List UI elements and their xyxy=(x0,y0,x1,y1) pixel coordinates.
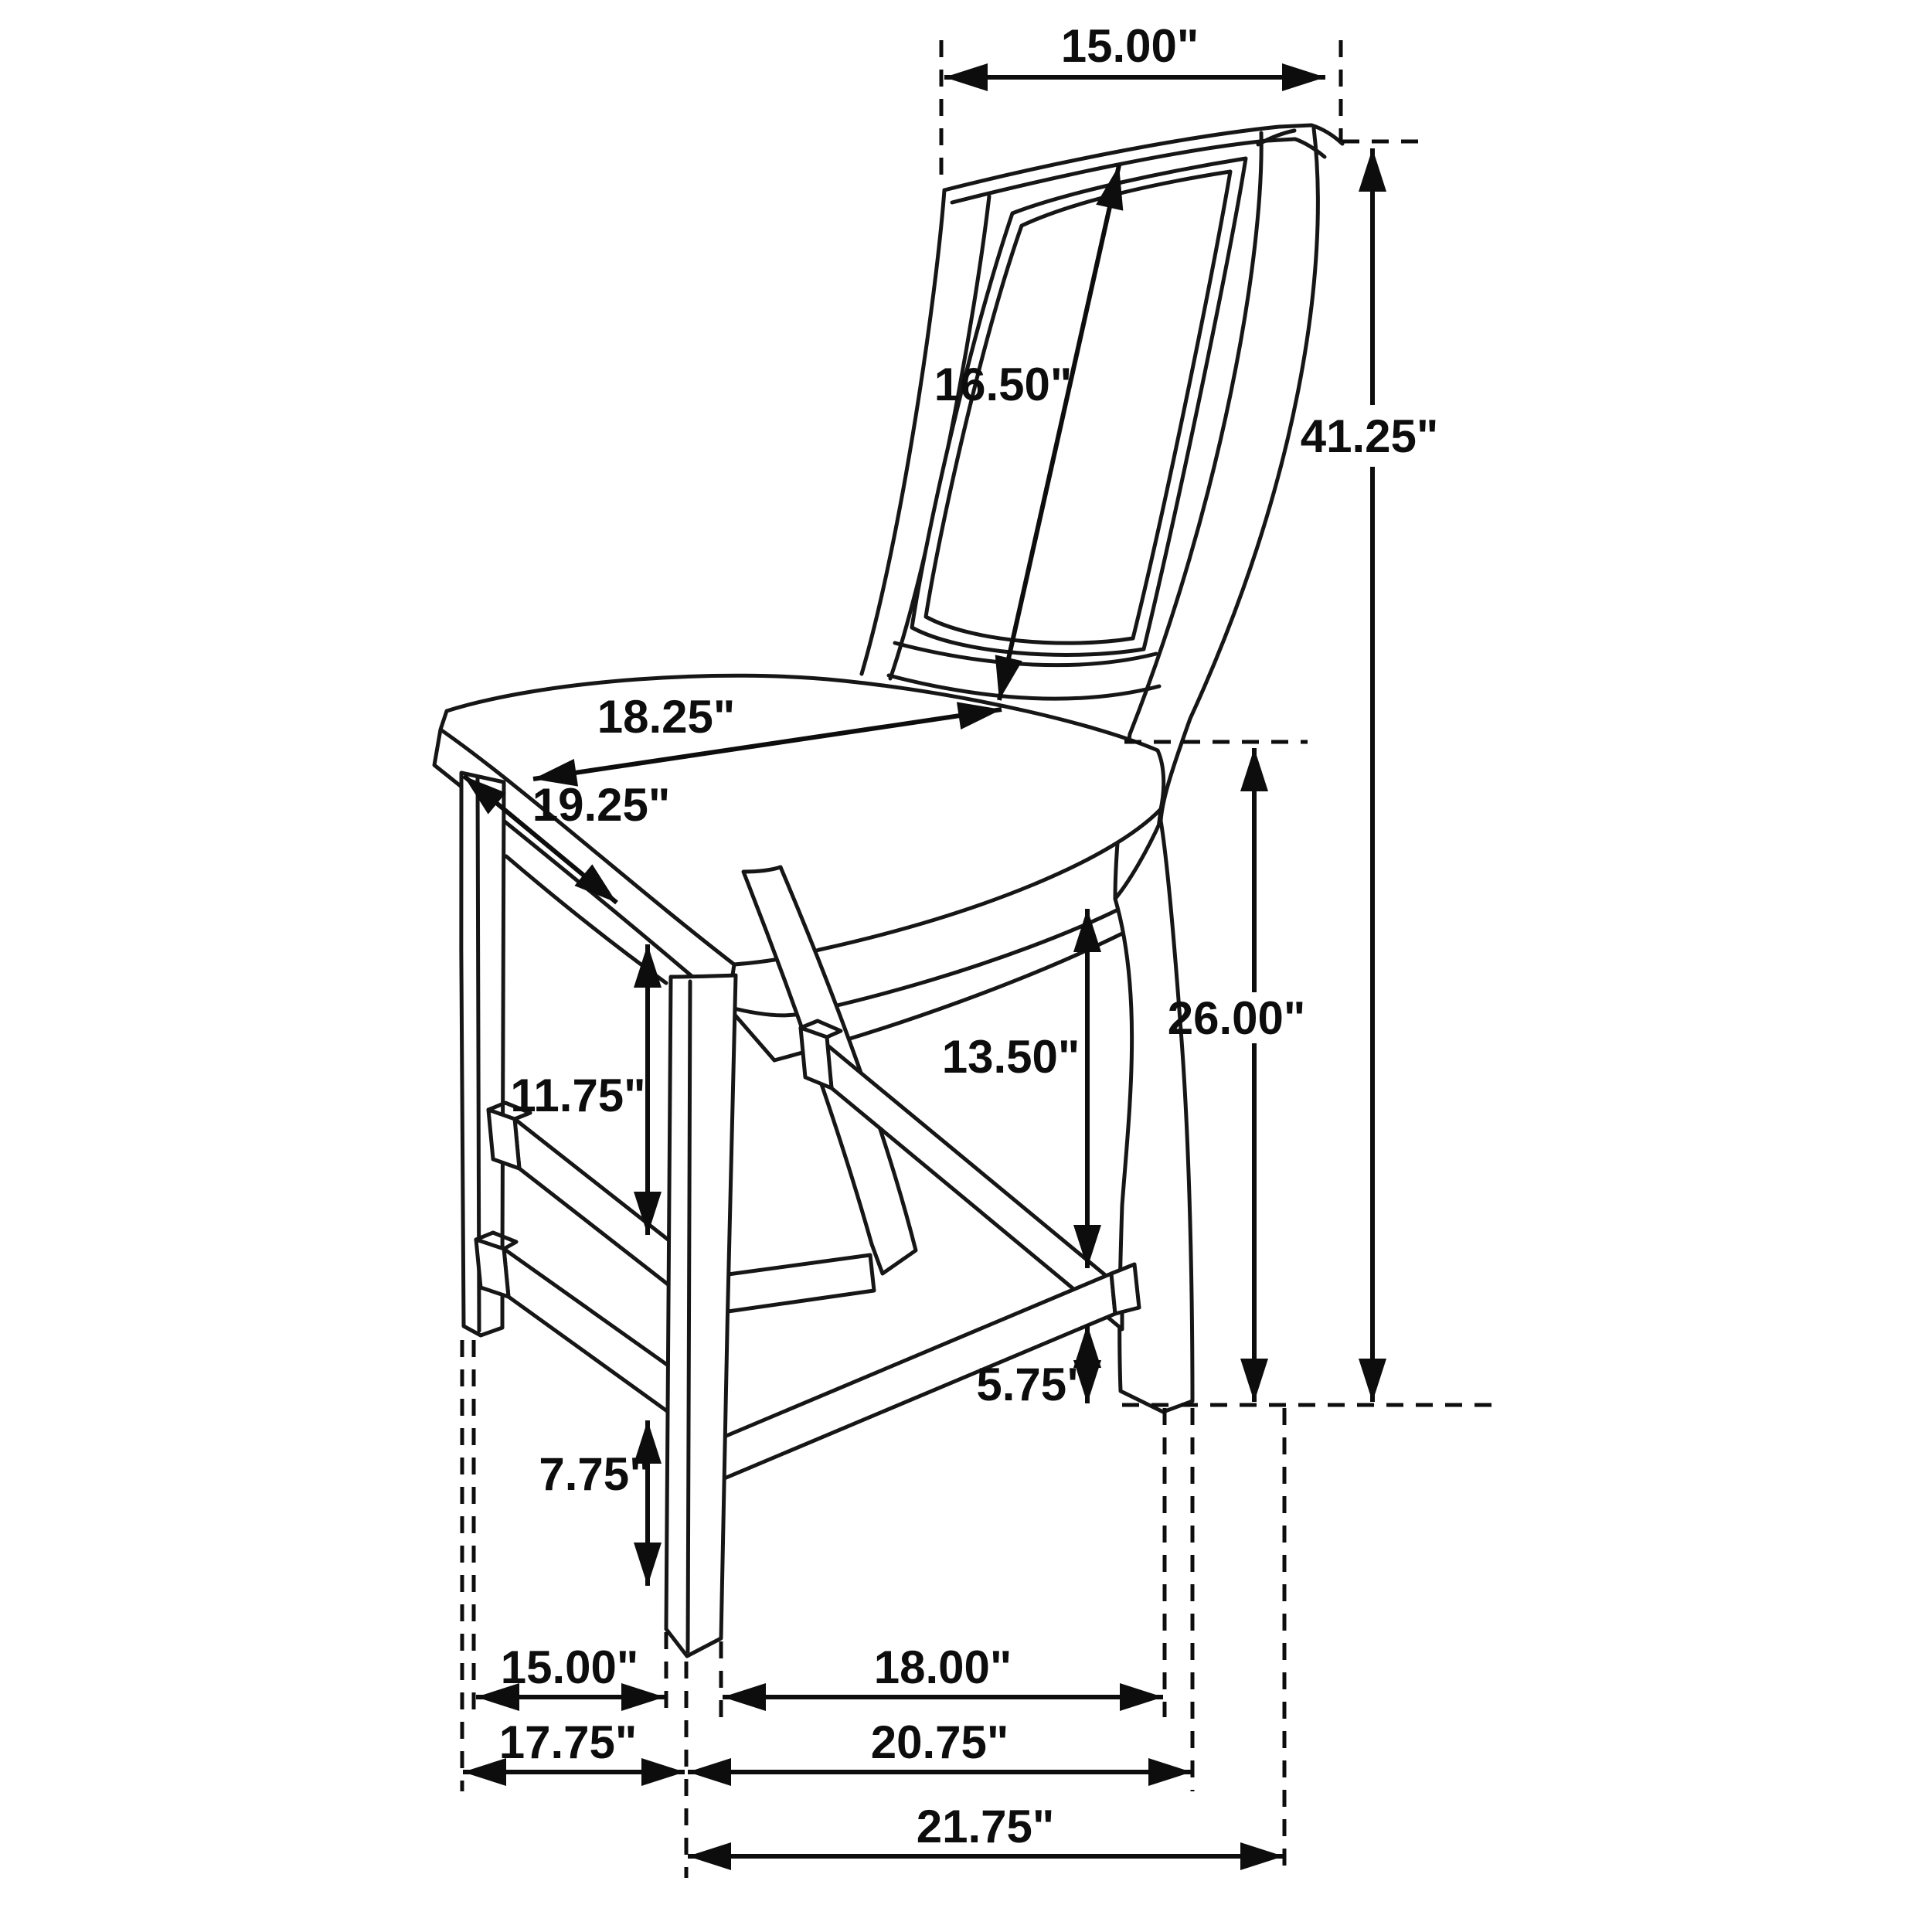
dimension-overall-depth xyxy=(688,1801,1284,1856)
dimension-leg-spacing-side xyxy=(476,1641,665,1697)
dim-label-overall-depth: 21.75" xyxy=(916,1801,1055,1852)
dim-label-seat-width: 19.25" xyxy=(532,779,671,831)
dim-label-outer-depth-left: 17.75" xyxy=(498,1716,638,1768)
dim-label-seat-height: 26.00" xyxy=(1167,992,1306,1044)
dim-label-seat-to-rear-stretcher: 13.50" xyxy=(941,1031,1080,1083)
upper-stretcher-body xyxy=(515,1119,674,1289)
dim-label-stretcher-clearance: 5.75" xyxy=(976,1359,1089,1410)
dim-label-leg-spacing-side: 15.00" xyxy=(500,1641,639,1693)
front-right-leg-corner xyxy=(688,981,690,1651)
dimension-front-stretcher-height xyxy=(539,1420,651,1586)
mid-stretcher xyxy=(723,1255,874,1312)
right-stretcher-cap xyxy=(1111,1264,1139,1314)
dim-label-leg-spacing-front-back: 18.00" xyxy=(873,1641,1012,1693)
dim-label-back-width: 15.00" xyxy=(1060,20,1199,72)
dimension-back-width-top xyxy=(944,20,1325,77)
dim-label-apron-to-stretcher: 11.75" xyxy=(510,1070,646,1121)
dim-label-overall-height: 41.25" xyxy=(1300,410,1439,462)
front-right-leg xyxy=(666,975,736,1656)
dim-label-front-stretcher-height: 7.75" xyxy=(539,1448,651,1500)
dimension-outer-depth-left xyxy=(463,1716,685,1772)
dim-label-back-cushion: 16.50" xyxy=(934,359,1073,410)
dimension-outer-width xyxy=(688,1716,1192,1772)
front-stretcher-body xyxy=(504,1249,669,1413)
dim-label-outer-width: 20.75" xyxy=(870,1716,1009,1768)
dimension-overall-height xyxy=(1301,148,1439,1402)
dim-label-seat-depth: 18.25" xyxy=(597,691,736,743)
rear-right-leg xyxy=(1115,821,1192,1412)
dimension-leg-spacing-front-back xyxy=(723,1641,1163,1697)
